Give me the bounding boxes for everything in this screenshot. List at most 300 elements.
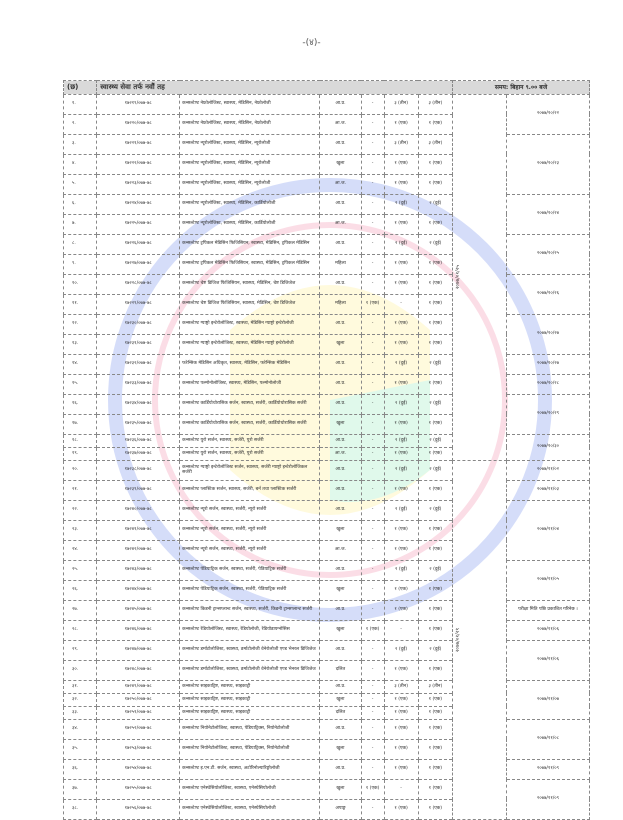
post-title: कन्सल्टेण्ट नेफ्रोलोजिस्ट, स्वास्थ्य, मेडिसिन, नेफ्रोलोजी <box>180 114 320 134</box>
table-row <box>64 434 590 447</box>
table-row <box>64 719 590 739</box>
advertisement-number: १७२३०/०७७-७८ <box>97 314 180 334</box>
group-category: आ.प्र. <box>320 354 361 374</box>
count-total: २ (दुई) <box>418 640 452 660</box>
table-row <box>64 274 590 294</box>
advertisement-number: १७२३९/०७७-७८ <box>97 480 180 500</box>
count-total: २ (दुई) <box>418 560 452 580</box>
group-category: आ.प्र. <box>320 480 361 500</box>
count-total: १ (एक) <box>418 600 452 620</box>
advertisement-number: १७२४६/०७७-७८ <box>97 620 180 640</box>
post-title: कन्सल्टेण्ट कार्डियोथोरासिक सर्जन, स्वास्थ्य, सर्जरी, कार्डियोथोरासिक सर्जरी <box>180 394 320 414</box>
group-category: आ.प्र. <box>320 314 361 334</box>
post-title: कन्सल्टेण्ट किडनी ट्रान्सप्लान्ट सर्जन, स्वास्थ्य, सर्जरी, किडनी ट्रान्सप्लान्ट सर्जरी <box>180 600 320 620</box>
post-title: फरेन्सिक मेडिसिन अधिकृत, स्वास्थ्य, मेडिसिन, फरेन्सिक मेडिसिन <box>180 354 320 374</box>
group-category: आ.प्र. <box>320 680 361 693</box>
count-total: १ (एक) <box>418 779 452 799</box>
serial-number: २. <box>64 114 97 134</box>
table-row <box>64 620 590 640</box>
count-a: १ (एक) <box>361 294 384 314</box>
group-category: आ.प्र. <box>320 394 361 414</box>
count-a: - <box>361 693 384 706</box>
count-a: - <box>361 759 384 779</box>
count-a: - <box>361 314 384 334</box>
count-b: १ (एक) <box>384 114 418 134</box>
advertisement-number: १७२४३/०७७-७८ <box>97 560 180 580</box>
table-row <box>64 460 590 480</box>
count-a: - <box>361 374 384 394</box>
count-total: १ (एक) <box>418 540 452 560</box>
count-b: २ (दुई) <box>384 560 418 580</box>
count-total: १ (एक) <box>418 693 452 706</box>
advertisement-number: १७२२८/०७७-७८ <box>97 274 180 294</box>
serial-number: ३०. <box>64 660 97 680</box>
exam-date: २०७७/१०/२३ <box>506 134 589 194</box>
count-a: - <box>361 580 384 600</box>
post-title: कन्सल्टेण्ट साइकाट्रिष्ट, स्वास्थ्य, साइकाट्री <box>180 693 320 706</box>
exam-date: २०७७/१०/२६ <box>506 274 589 314</box>
group-category: आ.ज. <box>320 540 361 560</box>
count-total: २ (दुई) <box>418 394 452 414</box>
count-a: - <box>361 460 384 480</box>
serial-number: २५. <box>64 560 97 580</box>
count-b: १ (एक) <box>384 693 418 706</box>
exam-date: २०७७/११/०४ <box>506 500 589 560</box>
group-date-label: २०७७/०१/२५ <box>454 265 461 290</box>
count-total: १ (एक) <box>418 214 452 234</box>
group-date <box>452 460 506 819</box>
serial-number: ३२. <box>64 693 97 706</box>
count-total: १ (एक) <box>418 660 452 680</box>
group-category: महिला <box>320 294 361 314</box>
serial-number: १९. <box>64 447 97 460</box>
count-a: १ (एक) <box>361 620 384 640</box>
post-title: कन्सल्टेण्ट डर्माटोलोजिस्ट, स्वास्थ्य, डर्माटोलोजी वेनेरोलोजी एण्ड भेनरल डिजिजेज <box>180 660 320 680</box>
count-b: २ (दुई) <box>384 500 418 520</box>
table-row <box>64 354 590 374</box>
post-title: कन्सल्टेण्ट ग्याष्ट्रो इन्टेरोलोजिस्ट, स्वास्थ्य, मेडिसिन ग्याष्ट्रो इन्टेरोलोजी <box>180 334 320 354</box>
advertisement-number: १७२४७/०७७-७८ <box>97 640 180 660</box>
serial-number: ६. <box>64 194 97 214</box>
serial-number: १२. <box>64 314 97 334</box>
group-category: अपाङ्ग <box>320 799 361 819</box>
count-b: १ (एक) <box>384 520 418 540</box>
advertisement-number: १७२४८/०७७-७८ <box>97 660 180 680</box>
group-category: खुला <box>320 520 361 540</box>
serial-number: ३. <box>64 134 97 154</box>
post-title: कन्सल्टेण्ट चेष्ट डिजिज फिजिसियन, स्वास्थ्य, मेडिसिन, चेष्ट डिजिजेज <box>180 294 320 314</box>
advertisement-number: १७२३६/०७७-७८ <box>97 434 180 447</box>
count-b: १ (एक) <box>384 480 418 500</box>
post-title: कन्सल्टेण्ट न्यूरो सर्जन, स्वास्थ्य, सर्जरी, न्यूरो सर्जरी <box>180 520 320 540</box>
count-b: ३ (तीन) <box>384 680 418 693</box>
group-date-label: २०७७/०१/२९ <box>454 627 461 652</box>
group-category: आ.प्र. <box>320 640 361 660</box>
count-total: १ (एक) <box>418 314 452 334</box>
serial-number: ७. <box>64 214 97 234</box>
count-total: २ (दुई) <box>418 354 452 374</box>
group-category: खुला <box>320 620 361 640</box>
serial-number: १५. <box>64 374 97 394</box>
count-a: - <box>361 194 384 214</box>
count-total: ३ (तीन) <box>418 680 452 693</box>
group-category: आ.ज. <box>320 174 361 194</box>
advertisement-number: १७२३४/०७७-७८ <box>97 394 180 414</box>
count-a: १ (एक) <box>361 779 384 799</box>
advertisement-number: १७२५३/०७७-७८ <box>97 739 180 759</box>
count-a: - <box>361 540 384 560</box>
post-title: कन्सल्टेण्ट न्यूरोलोजिस्ट, स्वास्थ्य, मेडिसिन, न्यूरोलोजी <box>180 134 320 154</box>
count-a: - <box>361 520 384 540</box>
advertisement-number: १७२२९/०७७-७८ <box>97 294 180 314</box>
count-a: - <box>361 134 384 154</box>
advertisement-number: १७२४०/०७७-७८ <box>97 500 180 520</box>
serial-number: २४. <box>64 540 97 560</box>
table-row <box>64 480 590 500</box>
count-total: १ (एक) <box>418 114 452 134</box>
table-row <box>64 194 590 214</box>
serial-number: १६. <box>64 394 97 414</box>
count-a: - <box>361 480 384 500</box>
count-a: - <box>361 394 384 414</box>
post-title: कन्सल्टेण्ट न्यूरोलोजिस्ट, स्वास्थ्य, मेडिसिन, न्यूरोलोजी <box>180 174 320 194</box>
count-a: - <box>361 214 384 234</box>
exam-date: २०७७/१०/२७ <box>506 354 589 374</box>
exam-date: २०७७/११/०९ <box>506 759 589 779</box>
count-b: १ (एक) <box>384 706 418 719</box>
count-a: - <box>361 719 384 739</box>
post-title: कन्सल्टेण्ट इ.एन.टी. सर्जन, स्वास्थ्य, अटोरिनोल्यारिङ्गोलोजी <box>180 759 320 779</box>
serial-number: ५. <box>64 174 97 194</box>
post-title: कन्सल्टेण्ट युरो सर्जन, स्वास्थ्य, सर्जरी, युरो सर्जरी <box>180 434 320 447</box>
advertisement-number: १७२२४/०७७-७८ <box>97 194 180 214</box>
count-total: १ (एक) <box>418 334 452 354</box>
post-title: कन्सल्टेण्ट न्यूरोलोजिस्ट, स्वास्थ्य, मेडिसिन, कार्डियोलोजी <box>180 194 320 214</box>
count-total: ३ (तीन) <box>418 134 452 154</box>
advertisement-number: १७२४१/०७७-७८ <box>97 520 180 540</box>
count-a: - <box>361 154 384 174</box>
exam-date: २०७७/११/०५ <box>506 560 589 600</box>
advertisement-number: १७२३२/०७७-७८ <box>97 354 180 374</box>
post-title: कन्सल्टेण्ट प्लास्टिक सर्जन, स्वास्थ्य, सर्जरी, बर्न तथा प्लास्टिक सर्जरी <box>180 480 320 500</box>
exam-date: २०७७/११/०८ <box>506 719 589 759</box>
group-category: खुला <box>320 779 361 799</box>
group-category: दलित <box>320 660 361 680</box>
count-b: १ (एक) <box>384 447 418 460</box>
count-total: १ (एक) <box>418 374 452 394</box>
count-total: १ (एक) <box>418 620 452 640</box>
count-a: - <box>361 600 384 620</box>
count-a: - <box>361 799 384 819</box>
serial-number: ३१. <box>64 680 97 693</box>
count-a: - <box>361 706 384 719</box>
group-category: महिला <box>320 254 361 274</box>
advertisement-number: १७२४२/०७७-७८ <box>97 540 180 560</box>
group-category: आ.प्र. <box>320 374 361 394</box>
table-row <box>64 394 590 414</box>
count-total: २ (दुई) <box>418 194 452 214</box>
serial-number: ८. <box>64 234 97 254</box>
group-category: दलित <box>320 706 361 719</box>
count-total: १ (एक) <box>418 414 452 434</box>
post-title: कन्सल्टेण्ट साइकाट्रिष्ट, स्वास्थ्य, साइकाट्री <box>180 706 320 719</box>
count-total: १ (एक) <box>418 294 452 314</box>
group-category: आ.प्र. <box>320 234 361 254</box>
time-header: समय: बिहान ९.०० बजे <box>452 81 589 95</box>
exam-date: २०७७/११/०९ <box>506 779 589 819</box>
serial-number: २७. <box>64 600 97 620</box>
advertisement-number: १७२५५/०७७-७८ <box>97 779 180 799</box>
post-title: कन्सल्टेण्ट डर्माटोलोजिस्ट, स्वास्थ्य, डर्माटोलोजी वेनेरोलोजी एण्ड भेनरल डिजिजेज <box>180 640 320 660</box>
count-b: १ (एक) <box>384 174 418 194</box>
table-row <box>64 134 590 154</box>
post-title: कन्सल्टेण्ट ट्रपिकल मेडिसिन फिजिसियन, स्वास्थ्य, मेडिसिन, ट्रपिकल मेडिसिन <box>180 254 320 274</box>
count-b: १ (एक) <box>384 214 418 234</box>
count-b: ३ (तीन) <box>384 134 418 154</box>
group-category: आ.प्र. <box>320 434 361 447</box>
exam-date: २०७७/११/०२ <box>506 460 589 480</box>
count-b: ३ (तीन) <box>384 94 418 114</box>
count-total: २ (दुई) <box>418 234 452 254</box>
exam-schedule-table <box>63 80 590 820</box>
advertisement-number: १७२४५/०७७-७८ <box>97 600 180 620</box>
serial-number: २३. <box>64 520 97 540</box>
post-title: कन्सल्टेण्ट पेडियाट्रिक सर्जन, स्वास्थ्य, सर्जरी, पेडियाट्रिक सर्जरी <box>180 560 320 580</box>
exam-date: २०७७/११/०६ <box>506 640 589 680</box>
count-a: - <box>361 274 384 294</box>
count-a: - <box>361 414 384 434</box>
advertisement-number: १७२३८/०७७-७८ <box>97 460 180 480</box>
advertisement-number: १७२२२/०७७-७८ <box>97 154 180 174</box>
count-a: - <box>361 354 384 374</box>
count-total: १ (एक) <box>418 580 452 600</box>
serial-number: २८. <box>64 620 97 640</box>
count-b: २ (दुई) <box>384 640 418 660</box>
count-b: २ (दुई) <box>384 234 418 254</box>
count-a: - <box>361 254 384 274</box>
advertisement-number: १७२५६/०७७-७८ <box>97 799 180 819</box>
advertisement-number: १७२५४/०७७-७८ <box>97 759 180 779</box>
count-total: १ (एक) <box>418 480 452 500</box>
table-row <box>64 234 590 254</box>
exam-date: २०७७/११/०७ <box>506 680 589 719</box>
count-a: - <box>361 500 384 520</box>
group-category: खुला <box>320 154 361 174</box>
advertisement-number: १७२३१/०७७-७८ <box>97 334 180 354</box>
count-total: २ (दुई) <box>418 460 452 480</box>
table-row <box>64 680 590 693</box>
count-b: २ (दुई) <box>384 194 418 214</box>
group-category: आ.प्र. <box>320 600 361 620</box>
serial-number: ३५. <box>64 739 97 759</box>
group-category: खुला <box>320 739 361 759</box>
group-category: आ.प्र. <box>320 759 361 779</box>
count-b: २ (दुई) <box>384 460 418 480</box>
serial-number: ११. <box>64 294 97 314</box>
count-total: १ (एक) <box>418 759 452 779</box>
post-title: कन्सल्टेण्ट एनेस्थेसियोलोजिस्ट, स्वास्थ्य, एनेस्थेसियोलोजी <box>180 799 320 819</box>
count-total: १ (एक) <box>418 274 452 294</box>
post-title: कन्सल्टेण्ट एनेस्थेसियोलोजिस्ट, स्वास्थ्य, एनेस्थेसियोलोजी <box>180 779 320 799</box>
table-row <box>64 600 590 620</box>
count-b: १ (एक) <box>384 719 418 739</box>
exam-date: परीक्षा मिति पछि प्रकाशित गरिनेछ । <box>506 600 589 620</box>
advertisement-number: १७२३५/०७७-७८ <box>97 414 180 434</box>
post-title: कन्सल्टेण्ट साइकाट्रिष्ट, स्वास्थ्य, साइकाट्री <box>180 680 320 693</box>
count-total: १ (एक) <box>418 719 452 739</box>
section-title: स्वास्थ्य सेवा तर्फ नवौं तह <box>97 81 453 95</box>
page-number: -(४)- <box>302 38 321 48</box>
count-a: - <box>361 114 384 134</box>
count-total: २ (दुई) <box>418 434 452 447</box>
group-category: खुला <box>320 693 361 706</box>
count-total: १ (एक) <box>418 739 452 759</box>
serial-number: २१. <box>64 480 97 500</box>
exam-date: २०७७/११/०३ <box>506 480 589 500</box>
table-row <box>64 759 590 779</box>
post-title: कन्सल्टेण्ट ट्रपिकल मेडिसिन फिजिसियन, स्वास्थ्य, मेडिसिन, ट्रपिकल मेडिसिन <box>180 234 320 254</box>
count-b: १ (एक) <box>384 660 418 680</box>
count-b: १ (एक) <box>384 600 418 620</box>
group-category: आ.ज. <box>320 447 361 460</box>
group-category: आ.प्र. <box>320 274 361 294</box>
table-row <box>64 94 590 114</box>
count-b: १ (एक) <box>384 254 418 274</box>
group-category: खुला <box>320 334 361 354</box>
advertisement-number: १७२४९/०७७-७८ <box>97 680 180 693</box>
count-total: १ (एक) <box>418 520 452 540</box>
count-b: १ (एक) <box>384 739 418 759</box>
table-row <box>64 500 590 520</box>
count-a: - <box>361 680 384 693</box>
count-b: १ (एक) <box>384 580 418 600</box>
count-total: १ (एक) <box>418 154 452 174</box>
advertisement-number: १७२५०/०७७-७८ <box>97 693 180 706</box>
advertisement-number: १७२३७/०७७-७८ <box>97 447 180 460</box>
count-a: - <box>361 739 384 759</box>
serial-number: ३८. <box>64 799 97 819</box>
count-total: १ (एक) <box>418 174 452 194</box>
serial-number: २२. <box>64 500 97 520</box>
count-total: १ (एक) <box>418 706 452 719</box>
post-title: कन्सल्टेण्ट रेडियोलोजिस्ट, स्वास्थ्य, रेडियोलोजी, रेडियोडायग्नोसिस <box>180 620 320 640</box>
count-total: १ (एक) <box>418 447 452 460</box>
group-category: आ.ज. <box>320 214 361 234</box>
count-b: १ (एक) <box>384 374 418 394</box>
advertisement-number: १७२२१/०७७-७८ <box>97 134 180 154</box>
count-a: - <box>361 660 384 680</box>
advertisement-number: १७२४४/०७७-७८ <box>97 580 180 600</box>
table-row <box>64 374 590 394</box>
serial-number: १०. <box>64 274 97 294</box>
group-category: आ.प्र. <box>320 94 361 114</box>
exam-date: २०७७/१०/२२ <box>506 94 589 134</box>
post-title: कन्सल्टेण्ट न्यूरोलोजिस्ट, स्वास्थ्य, मेडिसिन, कार्डियोलोजी <box>180 214 320 234</box>
advertisement-number: १७२१९/०७७-७८ <box>97 94 180 114</box>
advertisement-number: १७२३३/०७७-७८ <box>97 374 180 394</box>
count-b: - <box>384 620 418 640</box>
exam-date: २०७७/१०/२८ <box>506 374 589 394</box>
serial-number: १. <box>64 94 97 114</box>
count-b: २ (दुई) <box>384 354 418 374</box>
serial-number: १७. <box>64 414 97 434</box>
count-b: १ (एक) <box>384 314 418 334</box>
count-b: १ (एक) <box>384 334 418 354</box>
count-total: १ (एक) <box>418 254 452 274</box>
post-title: कन्सल्टेण्ट न्यूरोलोजिस्ट, स्वास्थ्य, मेडिसिन, न्यूरोलोजी <box>180 154 320 174</box>
advertisement-number: १७२२५/०७७-७८ <box>97 214 180 234</box>
count-a: - <box>361 434 384 447</box>
post-title: कन्सल्टेण्ट पल्मोनोलोजिस्ट, स्वास्थ्य, मेडिसिन, पल्मोनोलोजी <box>180 374 320 394</box>
serial-number: १४. <box>64 354 97 374</box>
count-a: - <box>361 174 384 194</box>
exam-date: २०७७/१०/२७ <box>506 314 589 354</box>
count-b: २ (दुई) <box>384 394 418 414</box>
post-title: कन्सल्टेण्ट पेडियाट्रिक सर्जन, स्वास्थ्य, सर्जरी, पेडियाट्रिक सर्जरी <box>180 580 320 600</box>
serial-number: ३३. <box>64 706 97 719</box>
count-a: - <box>361 560 384 580</box>
count-total: ३ (तीन) <box>418 94 452 114</box>
group-category: आ.ज. <box>320 114 361 134</box>
post-title: कन्सल्टेण्ट कार्डियोथोरासिक सर्जन, स्वास्थ्य, सर्जरी, कार्डियोथोरासिक सर्जरी <box>180 414 320 434</box>
serial-number: २९. <box>64 640 97 660</box>
count-a: - <box>361 334 384 354</box>
post-title: कन्सल्टेण्ट नियोनेटोलोजिस्ट, स्वास्थ्य, पेडियाट्रिक्स, नियोनेटोलोजी <box>180 719 320 739</box>
advertisement-number: १७२२६/०७७-७८ <box>97 234 180 254</box>
table-row <box>64 314 590 334</box>
count-b: - <box>384 779 418 799</box>
advertisement-number: १७२२७/०७७-७८ <box>97 254 180 274</box>
post-title: कन्सल्टेण्ट नेफ्रोलोजिस्ट, स्वास्थ्य, मेडिसिन, नेफ्रोलोजी <box>180 94 320 114</box>
group-category: आ.प्र. <box>320 560 361 580</box>
post-title: कन्सल्टेण्ट युरो सर्जन, स्वास्थ्य, सर्जरी, युरो सर्जरी <box>180 447 320 460</box>
count-total: १ (एक) <box>418 799 452 819</box>
group-category: आ.प्र. <box>320 194 361 214</box>
exam-date: २०७७/१०/२५ <box>506 234 589 274</box>
count-a: - <box>361 234 384 254</box>
count-b: - <box>384 294 418 314</box>
serial-number: ४. <box>64 154 97 174</box>
post-title: कन्सल्टेण्ट न्यूरो सर्जन, स्वास्थ्य, सर्जरी, न्यूरो सर्जरी <box>180 540 320 560</box>
post-title: कन्सल्टेण्ट नियोनेटोलोजिस्ट, स्वास्थ्य, पेडियाट्रिक्स, नियोनेटोलोजी <box>180 739 320 759</box>
count-b: १ (एक) <box>384 274 418 294</box>
advertisement-number: १७२५१/०७७-७८ <box>97 706 180 719</box>
serial-number: २६. <box>64 580 97 600</box>
exam-date: २०७७/१०/२४ <box>506 194 589 234</box>
count-b: १ (एक) <box>384 414 418 434</box>
serial-number: १८. <box>64 434 97 447</box>
count-a: - <box>361 94 384 114</box>
serial-number: १३. <box>64 334 97 354</box>
advertisement-number: १७२२३/०७७-७८ <box>97 174 180 194</box>
count-b: १ (एक) <box>384 154 418 174</box>
post-title: कन्सल्टेण्ट न्यूरो सर्जन, स्वास्थ्य, सर्जरी, न्यूरो सर्जरी <box>180 500 320 520</box>
serial-number: २०. <box>64 460 97 480</box>
table-row <box>64 779 590 799</box>
count-a: - <box>361 447 384 460</box>
count-b: १ (एक) <box>384 799 418 819</box>
advertisement-number: १७२२०/०७७-७८ <box>97 114 180 134</box>
table-row <box>64 640 590 660</box>
count-b: १ (एक) <box>384 540 418 560</box>
group-category: खुला <box>320 414 361 434</box>
group-category: आ.प्र. <box>320 719 361 739</box>
serial-number: ३४. <box>64 719 97 739</box>
exam-date: २०७७/१०/३० <box>506 434 589 460</box>
count-b: १ (एक) <box>384 759 418 779</box>
group-category: आ.प्र. <box>320 500 361 520</box>
group-category: खुला <box>320 580 361 600</box>
